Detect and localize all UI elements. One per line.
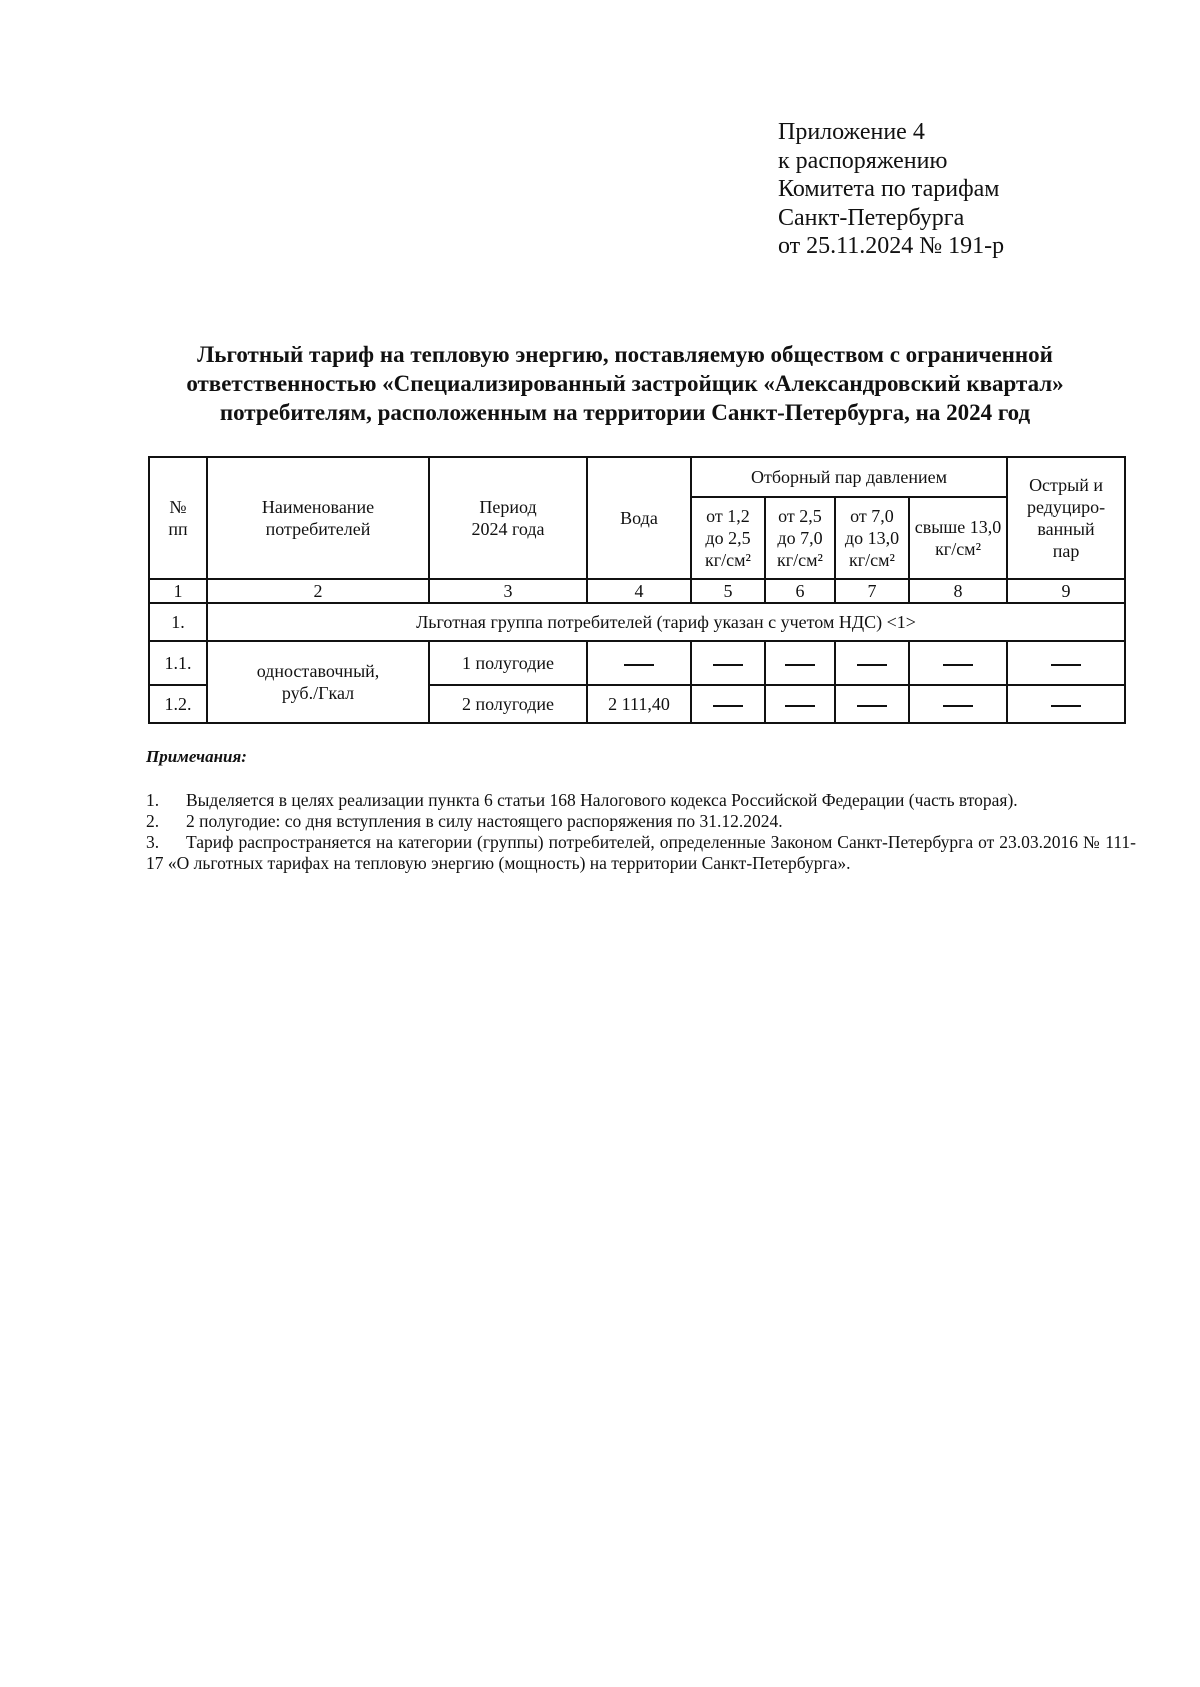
cell-value <box>765 641 835 685</box>
cell-value <box>765 685 835 723</box>
header-steam-1-text: от 1,2 до 2,5 кг/см² <box>705 506 751 570</box>
row-period: 2 полугодие <box>429 685 587 723</box>
cell-value <box>909 685 1007 723</box>
consumer-name-text: одноставочный, руб./Гкал <box>256 661 380 703</box>
header-steam-3-text: от 7,0 до 13,0 кг/см² <box>844 506 900 570</box>
header-num-text: № пп <box>168 497 188 539</box>
header-sharp-steam <box>1007 457 1125 579</box>
note-text: Тариф распространяется на категории (группы) потребителей, определенные Законом Санкт-Петербурга от 23.03.2016 № 111-17 «О льготных тарифах на тепловую энергию (мощность) на территории Санкт-Петербурга». <box>146 832 1136 873</box>
row-period: 1 полугодие <box>429 641 587 685</box>
appendix-line: Комитета по тарифам <box>778 176 1000 202</box>
column-number: 5 <box>691 579 765 603</box>
header-steam-4-text: свыше 13,0 кг/см² <box>914 517 1002 559</box>
dash-mark <box>785 664 815 666</box>
cell-value <box>835 685 909 723</box>
cell-value <box>909 641 1007 685</box>
note-number: 3. <box>146 832 160 852</box>
title-line: ответственностью «Специализированный застройщик «Александровский квартал» <box>186 371 1064 396</box>
cell-value: 2 111,40 <box>587 685 691 723</box>
column-number: 9 <box>1007 579 1125 603</box>
header-steam-4 <box>909 497 1007 579</box>
note-item <box>146 832 1136 874</box>
header-steam-2-text: от 2,5 до 7,0 кг/см² <box>777 506 823 570</box>
cell-value <box>1007 685 1125 723</box>
column-number: 1 <box>149 579 207 603</box>
header-steam-2 <box>765 497 835 579</box>
appendix-line: Приложение 4 <box>778 119 925 145</box>
appendix-block <box>778 118 1004 261</box>
header-consumers <box>207 457 429 579</box>
note-number: 2. <box>146 811 160 831</box>
consumer-name <box>207 641 429 723</box>
column-number: 6 <box>765 579 835 603</box>
dash-mark <box>713 705 743 707</box>
cell-value <box>691 641 765 685</box>
header-steam-group: Отборный пар давлением <box>691 457 1007 497</box>
dash-mark <box>943 664 973 666</box>
appendix-line: от 25.11.2024 № 191-р <box>778 233 1005 259</box>
column-number: 7 <box>835 579 909 603</box>
tariff-table <box>148 456 1126 724</box>
column-number-row <box>149 579 1125 603</box>
document-title <box>130 340 1120 427</box>
header-period-text: Период 2024 года <box>471 497 545 539</box>
note-item <box>146 790 1136 811</box>
header-sharp-steam-text: Острый и редуциро- ванный пар <box>1026 475 1106 561</box>
column-number: 3 <box>429 579 587 603</box>
header-water: Вода <box>587 457 691 579</box>
appendix-line: Санкт-Петербурга <box>778 204 965 231</box>
row-num: 1.2. <box>149 685 207 723</box>
dash-mark <box>785 705 815 707</box>
cell-value <box>835 641 909 685</box>
note-item <box>146 811 1136 832</box>
group-row-label: Льготная группа потребителей (тариф указан с учетом НДС) <1> <box>207 603 1125 641</box>
header-consumers-text: Наименование потребителей <box>261 497 375 539</box>
dash-mark <box>857 705 887 707</box>
cell-value <box>587 641 691 685</box>
column-number: 2 <box>207 579 429 603</box>
group-row-num: 1. <box>149 603 207 641</box>
notes-list <box>146 790 1136 874</box>
dash-mark <box>1051 664 1081 666</box>
title-line: потребителям, расположенным на территории Санкт-Петербурга, на 2024 год <box>219 400 1031 425</box>
appendix-line: к распоряжению <box>778 147 948 174</box>
table-row <box>149 641 1125 685</box>
note-text: 2 полугодие: со дня вступления в силу настоящего распоряжения по 31.12.2024. <box>186 811 783 831</box>
dash-mark <box>857 664 887 666</box>
cell-value <box>691 685 765 723</box>
note-text: Выделяется в целях реализации пункта 6 статьи 168 Налогового кодекса Российской Федерации (часть вторая). <box>186 790 1018 810</box>
title-line: Льготный тариф на тепловую энергию, поставляемую обществом с ограниченной <box>197 342 1053 367</box>
dash-mark <box>713 664 743 666</box>
header-num <box>149 457 207 579</box>
cell-value <box>1007 641 1125 685</box>
dash-mark <box>624 664 654 666</box>
group-row <box>149 603 1125 641</box>
header-steam-1 <box>691 497 765 579</box>
column-number: 4 <box>587 579 691 603</box>
dash-mark <box>1051 705 1081 707</box>
note-number: 1. <box>146 790 160 810</box>
header-steam-3 <box>835 497 909 579</box>
notes-title: Примечания: <box>146 747 247 766</box>
header-period <box>429 457 587 579</box>
dash-mark <box>943 705 973 707</box>
row-num: 1.1. <box>149 641 207 685</box>
column-number: 8 <box>909 579 1007 603</box>
